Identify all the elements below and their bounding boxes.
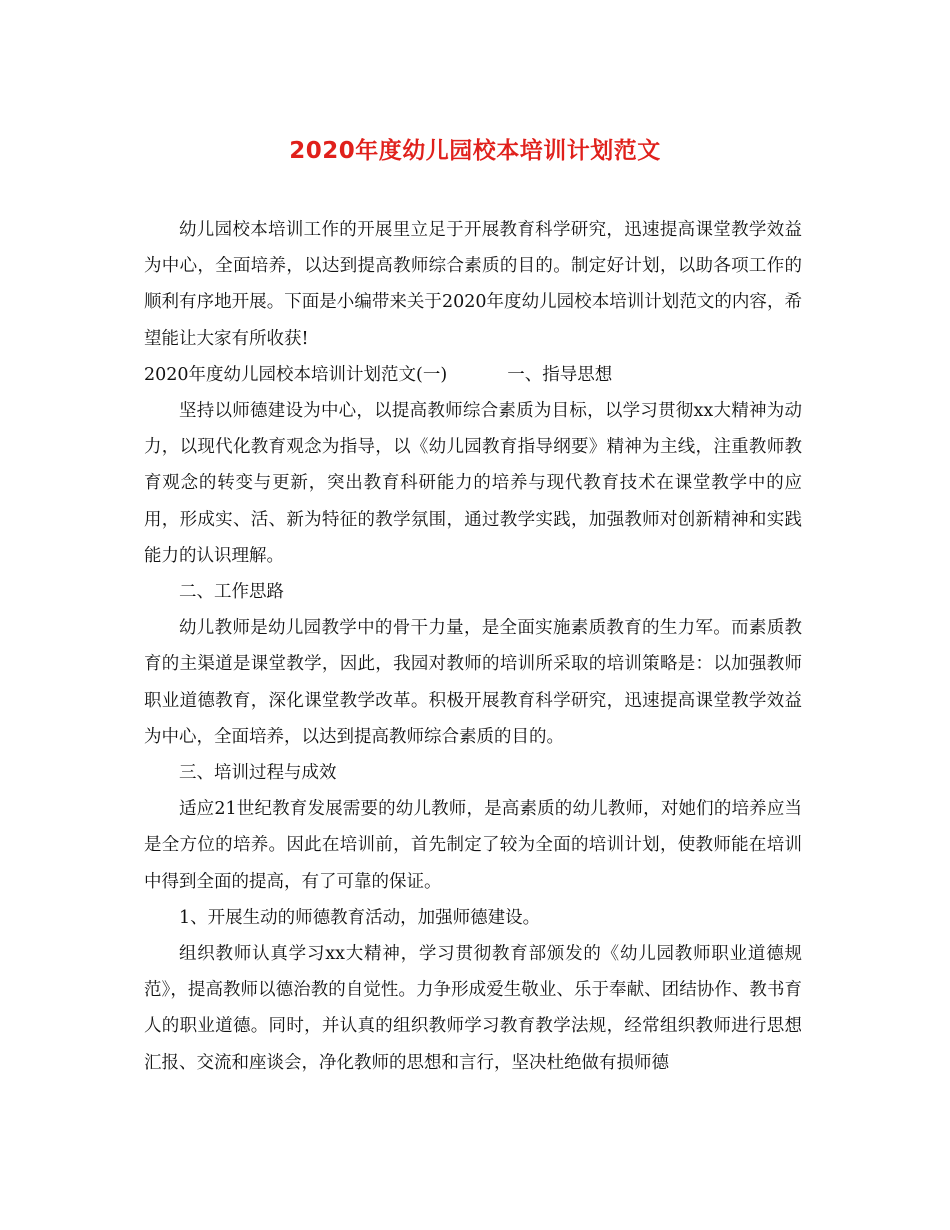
heading-ethics-activities: 1、开展生动的师德教育活动，加强师德建设。	[179, 907, 541, 928]
paragraph-guiding-ideology: 坚持以师德建设为中心，以提高教师综合素质为目标，以学习贯彻xx大精神为动力，以现代化教育观念为指导，以《幼儿园教育指导纲要》精神为主线，注重教师教育观念的转变与更新，突出教育科研能力的培养与现代教育技术在课堂教学中的应用，形成实、活、新为特征的教学氛围，通过教学实践，加强教师对创新精神和实践能力的认识理解。	[144, 401, 802, 566]
heading-work-approach: 二、工作思路	[179, 582, 284, 603]
intro-paragraph: 幼儿园校本培训工作的开展里立足于开展教育科学研究，迅速提高课堂教学效益为中心，全面培养，以达到提高教师综合素质的目的。制定好计划，以助各项工作的顺利有序地开展。下面是小编带来关于2020年度幼儿园校本培训计划范文的内容，希望能让大家有所收获!	[144, 220, 802, 349]
paragraph-work-approach: 幼儿教师是幼儿园教学中的骨干力量，是全面实施素质教育的生力军。而素质教育的主渠道是课堂教学，因此，我园对教师的培训所采取的培训策略是：以加强教师职业道德教育，深化课堂教学改革。积极开展教育科学研究，迅速提高课堂教学效益为中心，全面培养，以达到提高教师综合素质的目的。	[144, 618, 802, 747]
paragraph-ethics-activities: 组织教师认真学习xx大精神，学习贯彻教育部颁发的《幼儿园教师职业道德规范》，提高教师以德治教的自觉性。力争形成爱生敬业、乐于奉献、团结协作、教书育人的职业道德。同时，并认真的组织教师学习教育教学法规，经常组织教师进行思想汇报、交流和座谈会，净化教师的思想和言行，坚决杜绝做有损师德	[144, 944, 802, 1073]
document-body	[144, 212, 802, 1081]
section-title: 2020年度幼儿园校本培训计划范文(一)	[144, 364, 448, 385]
section-title-line	[144, 357, 802, 393]
document-title: 2020年度幼儿园校本培训计划范文	[289, 138, 661, 164]
heading-guiding-ideology: 一、指导思想	[507, 364, 613, 385]
paragraph-training-process: 适应21世纪教育发展需要的幼儿教师，是高素质的幼儿教师，对她们的培养应当是全方位的培养。因此在培训前，首先制定了较为全面的培训计划，使教师能在培训中得到全面的提高，有了可靠的保证。	[144, 799, 802, 892]
heading-training-process: 三、培训过程与成效	[179, 763, 337, 784]
